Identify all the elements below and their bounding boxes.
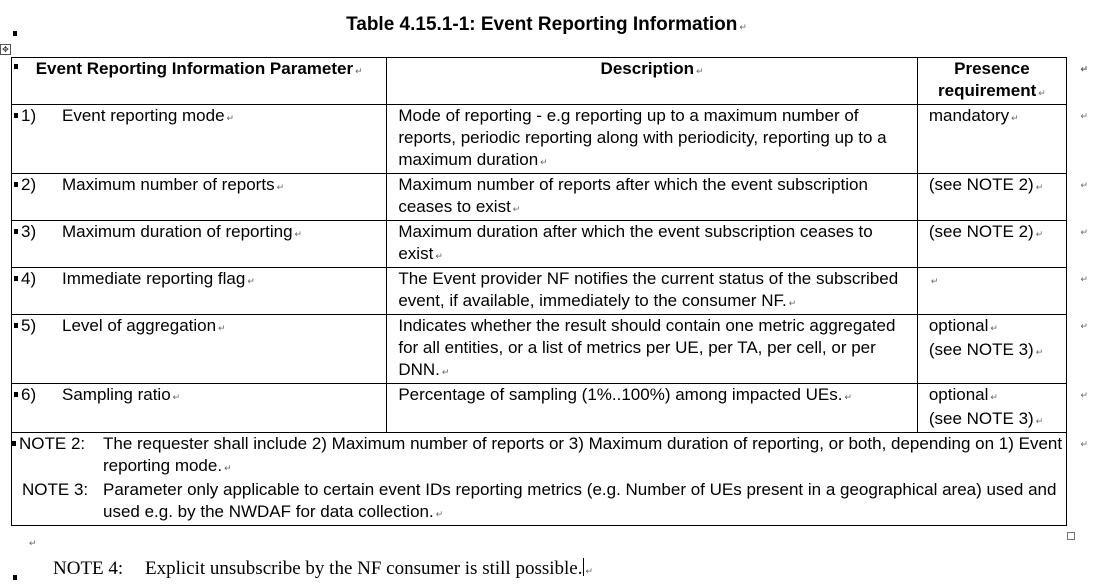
table-row: 1) Event reporting mode ↵ Mode of reporting - e.g reporting up to a maximum number of reports, periodic reporting along with periodicity, reporting up to a maximum duration ↵ mandatory ↵ ↵	[12, 105, 1067, 174]
row-presence: (see NOTE 2)	[928, 222, 1034, 241]
table-title: Table 4.15.1-1: Event Reporting Information ↵	[346, 14, 747, 35]
table-row: 2) Maximum number of reports ↵ Maximum number of reports after which the event subscription ceases to exist ↵ (see NOTE 2) ↵ ↵	[12, 174, 1067, 221]
note-4: NOTE 4: Explicit unsubscribe by the NF consumer is still possible. ↵	[53, 558, 594, 579]
header-presence: Presence requirement ↵ ↵	[917, 58, 1066, 105]
header-description: Description ↵	[387, 58, 918, 105]
note-2: NOTE 2: The requester shall include 2) Maximum number of reports or 3) Maximum duration of reporting, or both, depending on 1) Event reporting mode. ↵ ↵	[12, 433, 1066, 479]
row-presence-note: (see NOTE 3)	[928, 409, 1034, 428]
row-parameter: Event reporting mode	[62, 106, 225, 125]
row-number: 2)	[21, 175, 37, 194]
table-row: 3) Maximum duration of reporting ↵ Maximum duration after which the event subscription ceases to exist ↵ (see NOTE 2) ↵ ↵	[12, 221, 1067, 268]
notes-row	[12, 433, 1067, 526]
row-description: Percentage of sampling (1%..100%) among impacted UEs.	[398, 385, 843, 404]
row-presence: (see NOTE 2)	[928, 175, 1034, 194]
event-reporting-table	[11, 57, 1088, 526]
row-number: 5)	[21, 316, 37, 335]
table-row: 6) Sampling ratio ↵ Percentage of sampling (1%..100%) among impacted UEs. ↵ optional ↵ (see NOTE 3) ↵ ↵	[12, 384, 1067, 433]
row-number: 3)	[21, 222, 37, 241]
row-presence: mandatory	[928, 106, 1010, 125]
row-presence: optional	[928, 316, 989, 335]
text-cursor	[583, 558, 584, 576]
row-description: Maximum number of reports after which the event subscription ceases to exist	[398, 175, 868, 216]
table-row: 5) Level of aggregation ↵ Indicates whether the result should contain one metric aggregated for all entities, or a list of metrics per UE, per TA, per cell, or per DNN. ↵ optional ↵ (see NOTE 3) ↵ ↵	[12, 315, 1067, 384]
table-move-handle-icon[interactable]: ✥	[0, 44, 11, 55]
note-3: NOTE 3: Parameter only applicable to certain event IDs reporting metrics (e.g. Number of UEs present in a geographical area) used and used e.g. by the NWDAF for data collection. ↵	[22, 480, 1057, 521]
row-parameter: Maximum number of reports	[62, 175, 275, 194]
row-presence-note: (see NOTE 3)	[928, 340, 1034, 359]
row-parameter: Level of aggregation	[62, 316, 217, 335]
row-description: The Event provider NF notifies the current status of the subscribed event, if available, immediately to the consumer NF.	[398, 269, 899, 310]
row-parameter: Maximum duration of reporting	[62, 222, 293, 241]
table-header-row	[12, 58, 1067, 105]
table-resize-handle-icon[interactable]	[1067, 532, 1075, 540]
header-parameter: Event Reporting Information Parameter ↵	[12, 58, 387, 105]
row-presence: optional	[928, 385, 989, 404]
row-parameter: Immediate reporting flag	[62, 269, 246, 288]
row-number: 4)	[21, 269, 37, 288]
row-description: Maximum duration after which the event subscription ceases to exist	[398, 222, 873, 263]
row-description: Indicates whether the result should contain one metric aggregated for all entities, or a list of metrics per UE, per TA, per cell, or per DNN.	[398, 316, 896, 379]
row-description: Mode of reporting - e.g reporting up to a maximum number of reports, periodic reporting along with periodicity, reporting up to a maximum duration	[398, 106, 887, 169]
table-row: 4) Immediate reporting flag ↵ The Event provider NF notifies the current status of the subscribed event, if available, immediately to the consumer NF. ↵ ↵ ↵	[12, 268, 1067, 315]
row-parameter: Sampling ratio	[62, 385, 171, 404]
row-number: 1)	[21, 106, 37, 125]
row-number: 6)	[21, 385, 37, 404]
